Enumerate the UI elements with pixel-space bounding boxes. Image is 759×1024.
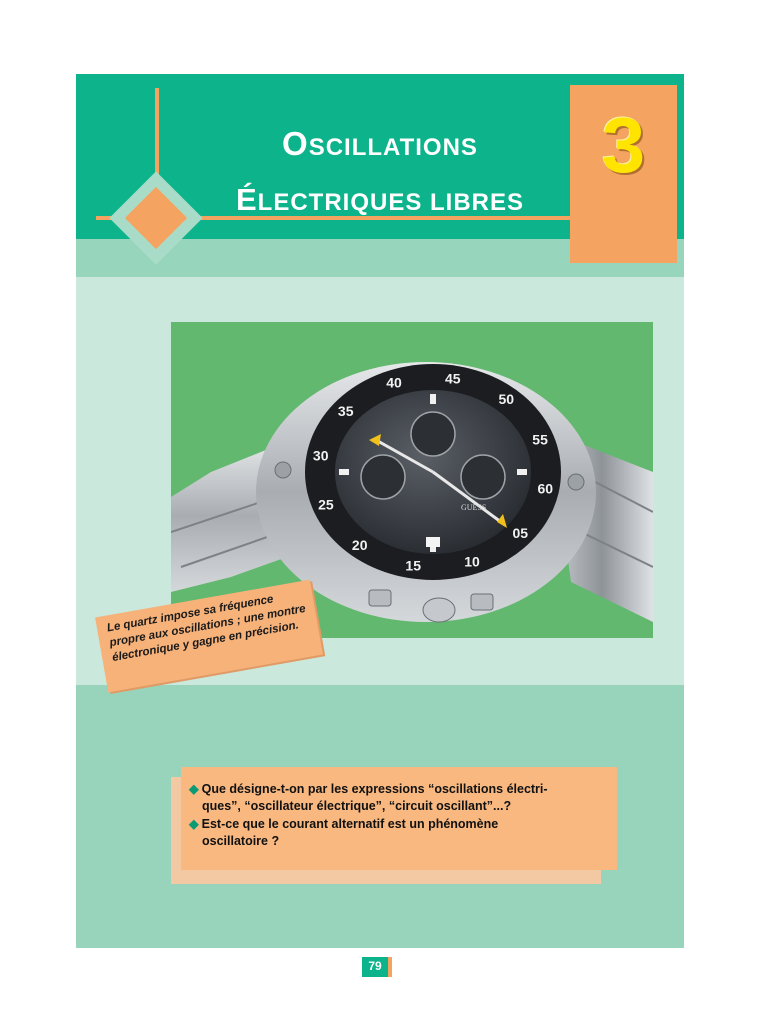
title-line-2: ÉLECTRIQUES LIBRES: [235, 182, 525, 217]
diamond-bullet-icon: ◆: [189, 782, 199, 796]
question-2-line-1: ◆ Est-ce que le courant alternatif est un phénomène: [189, 817, 499, 831]
bezel-number: 50: [498, 391, 515, 408]
page-number: 79: [368, 959, 382, 973]
bezel-number: 30: [312, 447, 329, 464]
photo-caption: Le quartz impose sa fréquence propre aux oscillations ; une montre électronique y gagne en précision.: [106, 593, 307, 665]
question-1-line-1: ◆ Que désigne-t-on par les expressions “oscillations électri-: [189, 782, 548, 796]
watch-brand: GUESS: [461, 503, 487, 512]
bezel-number: 25: [318, 496, 334, 513]
chapter-title: [200, 118, 560, 229]
bezel-number: 60: [537, 480, 554, 497]
bezel-number: 10: [464, 553, 480, 570]
bezel-number: 35: [337, 402, 354, 419]
question-1-line-2: ques”, “oscillateur électrique”, “circuit oscillant”...?: [202, 799, 512, 813]
bezel-number: 15: [405, 557, 421, 574]
questions-box: [181, 767, 617, 870]
question-2-line-2: oscillatoire ?: [202, 834, 280, 848]
bezel-number: 20: [351, 536, 368, 553]
chapter-number: 3: [601, 101, 646, 189]
bezel-number: 40: [386, 374, 402, 391]
bezel-number: 45: [445, 370, 461, 387]
title-line-1: OSCILLATIONS: [282, 125, 478, 162]
bezel-number: 55: [532, 431, 548, 448]
diamond-bullet-icon: ◆: [189, 817, 199, 831]
bezel-number: 05: [512, 525, 529, 542]
